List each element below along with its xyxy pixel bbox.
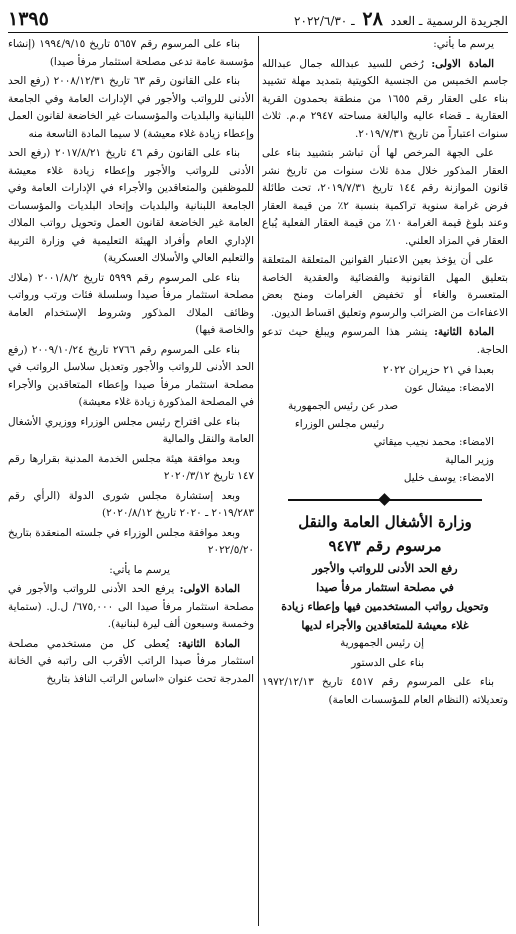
decree-number: مرسوم رقم ٩٤٧٣	[328, 537, 442, 555]
paragraph: على أن يؤخذ بعين الاعتبار القوانين المتعلقة المتعلقة بتعليق المهل القانونية والقضائية والعقدية الخاصة المتعسرة والغاء أو تخفيض الغرامات ومنح بعض الاعفاءات من الضرائب والرسوم وتعليق اقساط الديون.	[262, 254, 508, 319]
issue-number: ٢٨	[362, 8, 383, 30]
issued-by-line: صدر عن رئيس الجمهورية	[287, 400, 398, 412]
page-header	[8, 6, 508, 33]
preamble-paragraph: بناء على المرسوم رقم ٥٩٩٩ تاريخ ٢٠٠١/٨/٢ (ملاك مصلحة استثمار مرفأ صيدا وسلسلة فئات ورتب ورواتب وظائف الملاك المذكور وشروط الإستخدام العامة والخاصة فيها)	[8, 271, 254, 336]
article-2-text: يُعطى كل من مستخدمي مصلحة استثمار مرفأ صيدا الراتب الأقرب الى راتبه في الخانة المدرجة تحت عنوان «اساس الراتب النافذ بتاريخ	[8, 637, 254, 685]
gazette-title	[294, 8, 508, 30]
column-divider	[258, 36, 259, 926]
article-2-label: المادة الثانية:	[434, 326, 495, 338]
decree-subject-line: غلاء معيشة للمتعاقدين والأجراء لديها	[301, 619, 469, 632]
article-1	[8, 581, 254, 634]
finance-minister-signature: الامضاء: يوسف خليل	[403, 472, 494, 484]
preamble-paragraph: بناء على القانون رقم ٦٣ تاريخ ٢٠٠٨/١٢/٣١ (رفع الحد الأدنى للرواتب والأجور في الإدارات العامة وفي الجامعة اللبنانية والبلديات والمؤسسات غير الخاضعة لقانون العمل وإعطاء زيادة غلاء معيشة) لا سيما المادة التاسعة منه	[8, 75, 254, 140]
left-column	[8, 36, 254, 926]
article-2	[8, 636, 254, 689]
signing-date: بعبدا في ٢١ حزيران ٢٠٢٢	[382, 364, 494, 376]
article-1	[262, 56, 508, 144]
issue-date: ـ ٢٠٢٢/٦/٣٠	[294, 14, 355, 28]
decree-intro: يرسم ما يأتي:	[109, 563, 170, 576]
article-2-text: ينشر هذا المرسوم ويبلغ حيث تدعو الحاجة.	[262, 326, 508, 356]
article-1-label: المادة الاولى:	[431, 57, 494, 70]
decree-intro: يرسم ما يأتي:	[433, 38, 494, 50]
preamble-paragraph: وبعد موافقة هيئة مجلس الخدمة المدنية بقرارها رقم ١٤٧ تاريخ ٢٠٢٠/٣/١٢	[8, 452, 254, 482]
gazette-name: الجريدة الرسمية ـ العدد	[390, 14, 508, 28]
preamble-paragraph: وبعد إستشارة مجلس شورى الدولة (الرأي رقم ٢٠١٩/٢٨٣ ـ ٢٠٢٠ تاريخ ٢٠٢٠/٨/١٢)	[8, 489, 254, 519]
decree-subject-line: في مصلحة استثمار مرفأ صيدا	[316, 581, 454, 594]
preamble-paragraph: بناء على اقتراح رئيس مجلس الوزراء ووزيري الأشغال العامة والنقل والمالية	[8, 415, 254, 445]
finance-minister-title: وزير المالية	[444, 454, 494, 466]
decree-subject-line: رفع الحد الأدنى للرواتب والأجور	[312, 562, 458, 575]
preamble-paragraph: بناء على المرسوم رقم ٥٦٥٧ تاريخ ١٩٩٤/٩/١٥ (إنشاء مؤسسة عامة تدعى مصلحة استثمار مرفأ صيدا)	[8, 38, 254, 68]
preamble-paragraph: بناء على المرسوم رقم ٢٧٦٦ تاريخ ٢٠٠٩/١٠/٢٤ (رفع الحد الأدنى للرواتب والأجور وتعديل سلاسل الرواتب في مصلحة استثمار مرفأ صيدا وإعطاء المتعاقدين والأجراء في المصلحة المذكورة زيادة غلاء معيشة)	[8, 343, 254, 408]
preamble-paragraph: بناء على المرسوم رقم ٤٥١٧ تاريخ ١٩٧٢/١٢/١٣ وتعديلاته (النظام العام للمؤسسات العامة)	[262, 676, 508, 706]
constitution-preamble: بناء على الدستور	[351, 656, 424, 669]
president-preamble: إن رئيس الجمهورية	[340, 637, 424, 649]
article-2-label: المادة الثانية:	[177, 637, 241, 650]
section-divider	[262, 493, 508, 507]
prime-minister-title: رئيس مجلس الوزراء	[294, 418, 384, 430]
decree-subject-line: وتحويل رواتب المستخدمين فيها وإعطاء زيادة	[281, 600, 489, 613]
article-2	[262, 324, 508, 359]
paragraph: على الجهة المرخص لها أن تباشر بتشييد بناء على العقار المذكور خلال مدة ثلاث سنوات من تاريخ نشر قانون الموازنة رقم ١٤٤ تاريخ ٢٠١٩/٧/٣١، تحت طائلة فرض غرامة سنوية تراكمية بنسبة ٢٪ من قيمة العقار وعند بلوغ قيمة الغرامة ١٠٪ من قيمة العقار الفعلية يُباع العقار في المزاد العلني.	[262, 147, 508, 247]
prime-minister-signature: الامضاء: محمد نجيب ميقاتي	[373, 436, 494, 448]
preamble-paragraph: بناء على القانون رقم ٤٦ تاريخ ٢٠١٧/٨/٢١ (رفع الحد الأدنى للرواتب والأجور وإعطاء زيادة غلاء معيشة للموظفين والمتعاقدين والأجراء في الإدارات العامة وفي الجامعة اللبنانية والبلديات وإتحاد البلديات والمؤسسات العامة غير الخاضعة لقانون العمل وتحويل رواتب الملاك الإداري العام وأفراد الهيئة التعليمية في وزارة التربية والتعليم العالي والأسلاك العسكرية)	[8, 147, 254, 264]
preamble-paragraph: وبعد موافقة مجلس الوزراء في جلسته المنعقدة بتاريخ ٢٠٢٢/٥/٢٠	[8, 526, 254, 556]
article-1-label: المادة الاولى:	[179, 583, 240, 595]
ministry-heading: وزارة الأشغال العامة والنقل	[298, 513, 472, 531]
article-1-text: رُخص للسيد عبدالله جمال عبدالله جاسم الخميس من الجنسية الكويتية بتمديد مهلة تشييد بناء على العقار رقم ١٦٥٥ من منطقة بحمدون القرية العقارية ـ قضاء عاليه والبالغة مساحته ٢٩٤٧ م.م. ثلاث سنوات اعتباراً من تاريخ ٢٠١٩/٧/٣١.	[262, 57, 508, 140]
page-number: ١٣٩٥	[8, 8, 49, 30]
president-signature: الامضاء: ميشال عون	[404, 382, 494, 394]
article-1-text: يرفع الحد الأدنى للرواتب والأجور في مصلحة استثمار مرفأ صيدا الى ٦٧٥,٠٠٠/ ل.ل. (ستماية وخمسة وسبعون ألف ليرة لبنانية).	[8, 583, 254, 630]
right-column	[262, 36, 508, 926]
